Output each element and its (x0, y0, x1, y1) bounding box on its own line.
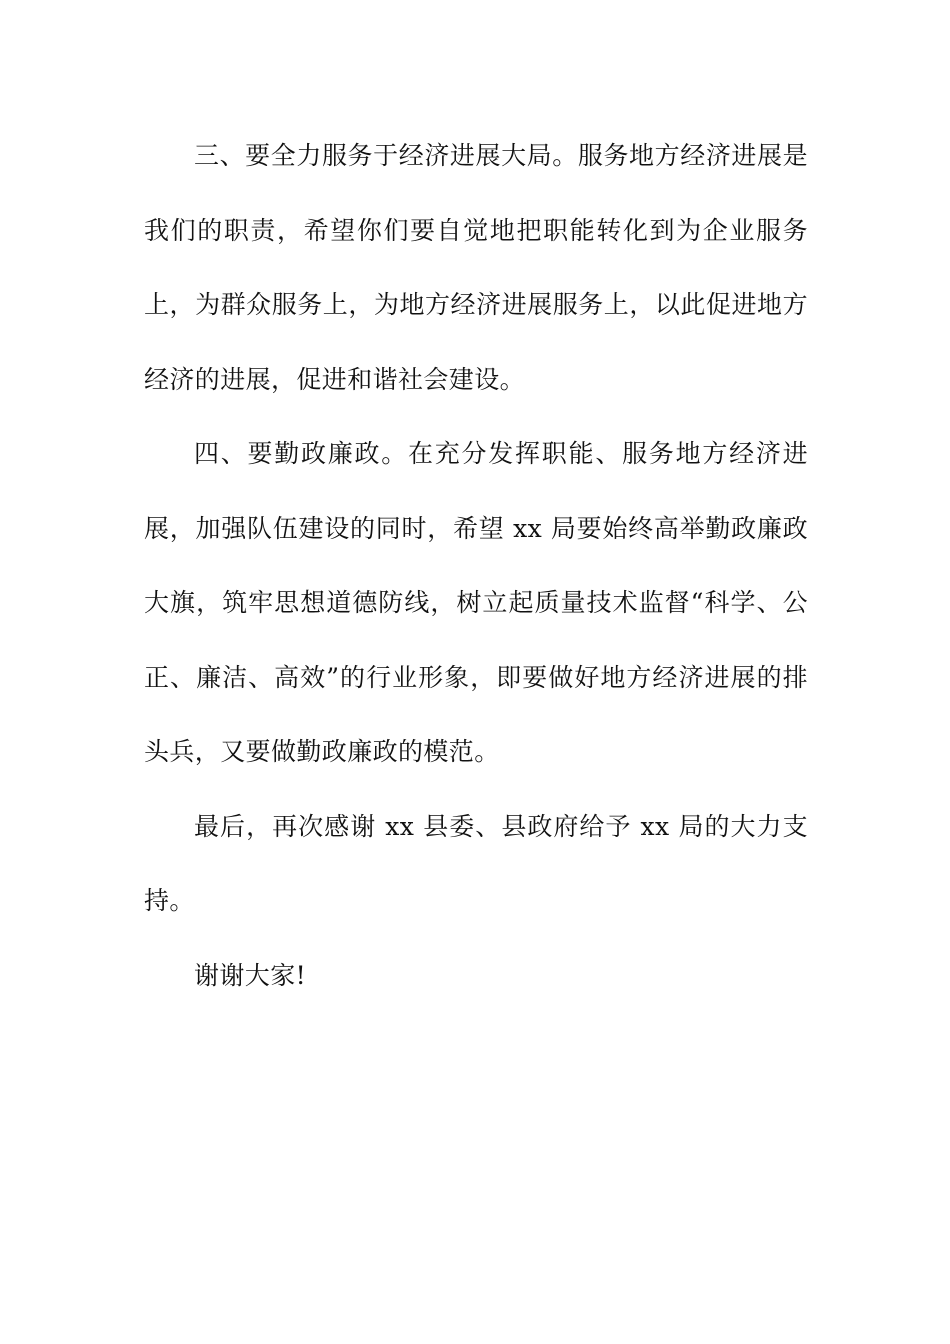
paragraph-service-economy: 三、要全力服务于经济进展大局。服务地方经济进展是我们的职责，希望你们要自觉地把职能转化到为企业服务上，为群众服务上，为地方经济进展服务上，以此促进地方经济的进展，促进和谐社会建设。 (144, 141, 808, 394)
paragraph-thank-you: 谢谢大家! (194, 960, 307, 990)
document-body (144, 119, 808, 1013)
paragraph-diligent-clean-governance: 四、要勤政廉政。在充分发挥职能、服务地方经济进展，加强队伍建设的同时，希望 xx 局要始终高举勤政廉政大旗，筑牢思想道德防线，树立起质量技术监督“科学、公正、廉洁、高效”的行业形象，即要做好地方经济进展的排头兵，又要做勤政廉政的模范。 (144, 439, 808, 766)
paragraph-closing-thanks: 最后，再次感谢 xx 县委、县政府给予 xx 局的大力支持。 (144, 811, 808, 915)
